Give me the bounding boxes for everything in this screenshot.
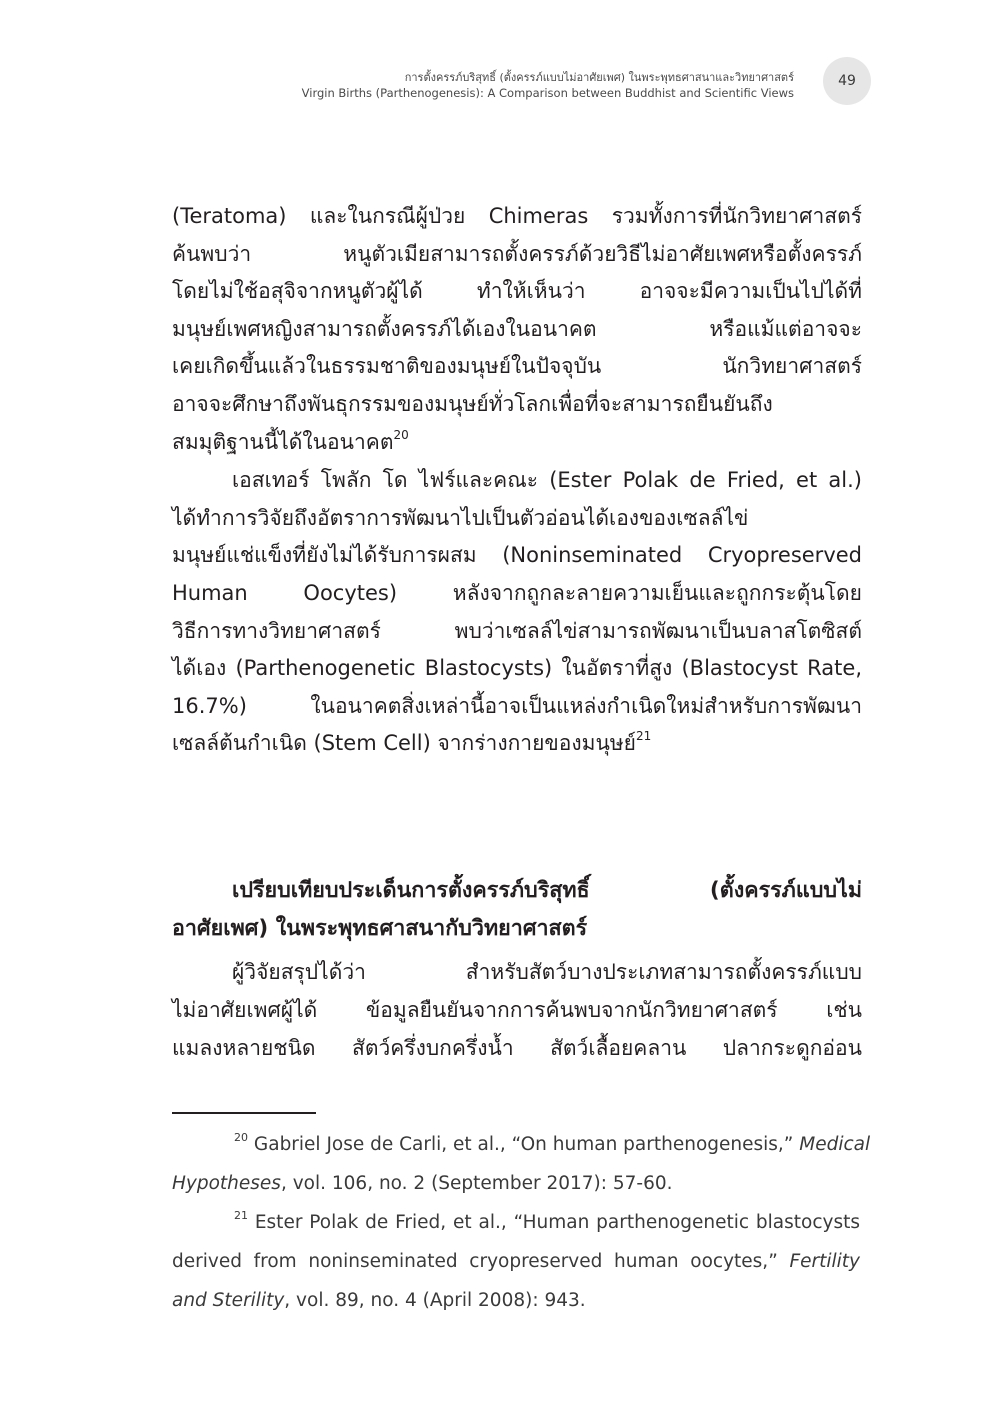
footnote-line <box>172 1242 860 1281</box>
text-line <box>172 725 862 763</box>
footnote-line <box>172 1281 860 1320</box>
footnote-ref-20[interactable]: 20 <box>393 427 409 442</box>
text-line: เอสเทอร์ โพลัก โด ไฟร์และคณะ (Ester Polak de Fried, et al.) <box>232 468 862 493</box>
text-line: แมลงหลายชนิด สัตว์ครึ่งบกครึ่งน้ำ สัตว์เลื้อยคลาน ปลากระดูกอ่อน <box>172 1036 862 1060</box>
paragraph-3 <box>172 953 862 1067</box>
text-line: ได้เอง (Parthenogenetic Blastocysts) ในอัตราที่สูง (Blastocyst Rate, <box>172 656 862 681</box>
footnote-divider <box>172 1112 316 1114</box>
text-line: มนุษย์เพศหญิงสามารถตั้งครรภ์ได้เองในอนาคต หรือแม้แต่อาจจะ <box>172 316 862 341</box>
heading-line-2: อาศัยเพศ) ในพระพุทธศาสนากับวิทยาศาสตร์ <box>172 916 588 941</box>
journal-title: Hypotheses <box>172 1173 281 1194</box>
paragraph-1 <box>172 198 862 461</box>
footnote-text: , vol. 89, no. 4 (April 2008): 943. <box>284 1290 586 1311</box>
paragraph-2 <box>172 462 862 763</box>
footnote-21 <box>172 1203 860 1320</box>
footnote-line <box>172 1125 871 1164</box>
text-line-content: เซลล์ต้นกำเนิด (Stem Cell) จากร่างกายของมนุษย์ <box>172 731 636 756</box>
section-heading <box>172 872 862 948</box>
body-text <box>172 198 862 763</box>
text-line: ค้นพบว่า หนูตัวเมียสามารถตั้งครรภ์ด้วยวิธีไม่อาศัยเพศหรือตั้งครรภ์ <box>172 241 862 266</box>
text-line: เคยเกิดขึ้นแล้วในธรรมชาติของมนุษย์ในปัจจุบัน นักวิทยาศาสตร์ <box>172 354 862 379</box>
footnote-number: 20 <box>234 1131 248 1144</box>
footnote-text: , vol. 106, no. 2 (September 2017): 57-60. <box>280 1173 673 1194</box>
footnotes <box>172 1125 871 1320</box>
text-line: ไม่อาศัยเพศผู้ได้ ข้อมูลยืนยันจากการค้นพบจากนักวิทยาศาสตร์ เช่น <box>172 998 862 1022</box>
text-line: วิธีการทางวิทยาศาสตร์ พบว่าเซลล์ไข่สามารถพัฒนาเป็นบลาสโตซิสต์ <box>172 618 862 643</box>
journal-title: and Sterility <box>172 1290 285 1311</box>
footnote-line <box>172 1164 860 1203</box>
footnote-text: derived from noninseminated cryopreserved human oocytes,” <box>172 1251 778 1272</box>
text-line: ผู้วิจัยสรุปได้ว่า สำหรับสัตว์บางประเภทสามารถตั้งครรภ์แบบ <box>232 960 862 984</box>
text-line: อาจจะศึกษาถึงพันธุกรรมของมนุษย์ทั่วโลกเพื่อที่จะสามารถยืนยันถึง <box>172 391 773 416</box>
footnote-20 <box>172 1125 871 1203</box>
text-line: โดยไม่ใช้อสุจิจากหนูตัวผู้ได้ ทำให้เห็นว่า อาจจะมีความเป็นไปได้ที่ <box>172 279 862 304</box>
text-line: Human Oocytes) หลังจากถูกละลายความเย็นและถูกกระตุ้นโดย <box>172 580 862 605</box>
footnote-ref-21[interactable]: 21 <box>635 729 652 744</box>
journal-title: Medical <box>799 1134 871 1155</box>
footnote-text: Gabriel Jose de Carli, et al., “On human parthenogenesis,” <box>253 1134 794 1155</box>
text-line: (Teratoma) และในกรณีผู้ป่วย Chimeras รวมทั้งการที่นักวิทยาศาสตร์ <box>172 204 862 228</box>
footnote-number: 21 <box>234 1209 248 1222</box>
running-header-thai: การตั้งครรภ์บริสุทธิ์ (ตั้งครรภ์แบบไม่อาศัยเพศ) ในพระพุทธศาสนาและวิทยาศาสตร์ <box>404 71 794 84</box>
heading-line-1: เปรียบเทียบประเด็นการตั้งครรภ์บริสุทธิ์ (ตั้งครรภ์แบบไม่ <box>232 878 862 903</box>
text-line-content: สมมุติฐานนี้ได้ในอนาคต <box>172 429 394 454</box>
text-line <box>172 424 862 462</box>
page-number: 49 <box>823 57 871 105</box>
footnote-line <box>172 1203 860 1242</box>
text-line: 16.7%) ในอนาคตสิ่งเหล่านี้อาจเป็นแหล่งกำเนิดใหม่สำหรับการพัฒนา <box>172 693 862 718</box>
text-line: ได้ทำการวิจัยถึงอัตราการพัฒนาไปเป็นตัวอ่อนได้เองของเซลล์ไข่ <box>172 505 749 530</box>
footnote-text: Ester Polak de Fried, et al., “Human parthenogenetic blastocysts <box>254 1212 860 1233</box>
journal-title: Fertility <box>789 1251 860 1272</box>
text-line: มนุษย์แช่แข็งที่ยังไม่ได้รับการผสม (Noninseminated Cryopreserved <box>172 543 862 568</box>
running-header-english: Virgin Births (Parthenogenesis): A Comparison between Buddhist and Scientific Views <box>301 86 794 100</box>
